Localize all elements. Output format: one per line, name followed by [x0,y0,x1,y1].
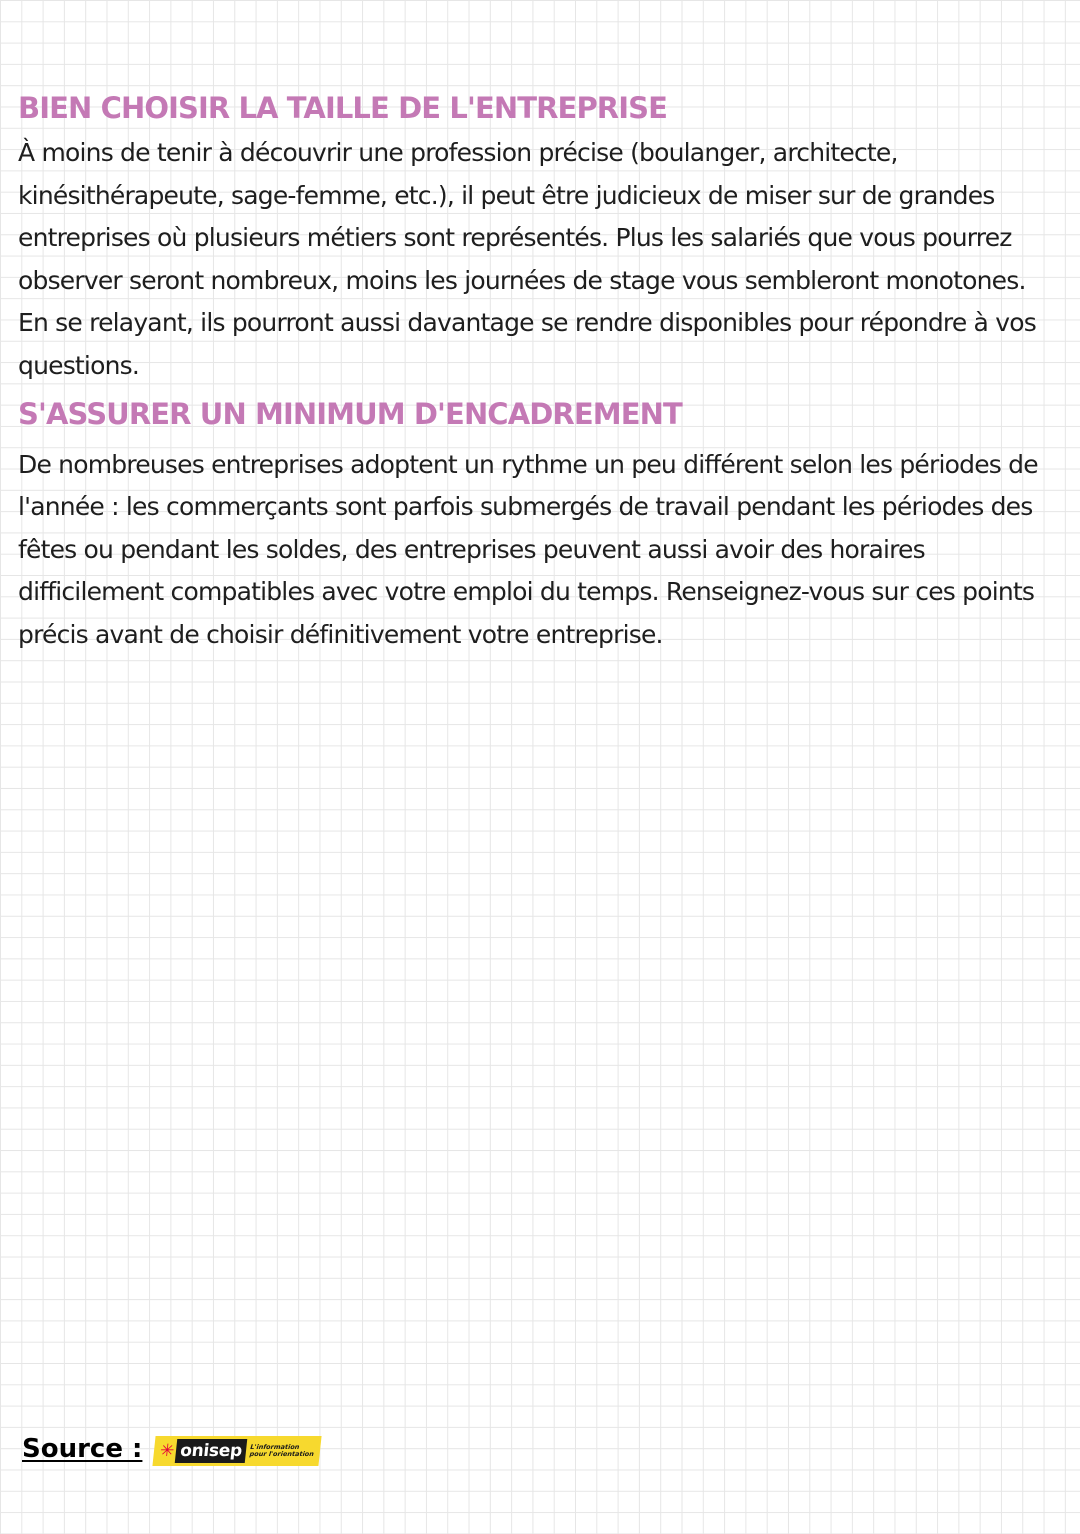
logo-tagline [250,1444,316,1458]
source-label: Source : [22,1434,143,1464]
logo-tagline-line1: L'information [250,1443,301,1451]
article-content [18,86,1058,657]
onisep-logo-box [153,1436,322,1466]
section-heading-company-size: BIEN CHOISIR LA TAILLE DE L'ENTREPRISE [18,91,668,125]
section-heading-supervision: S'ASSURER UN MINIMUM D'ENCADREMENT [18,396,682,431]
section-paragraph-company-size: À moins de tenir à découvrir une profession précise (boulanger, architecte, kinésithérapeute, sage-femme, etc.), il peut être judicieux de miser sur de grandes entreprises où plusieurs métiers sont représentés. Plus les salariés que vous pourrez observer seront nombreux, moins les journées de stage vous sembleront monotones. En se relayant, ils pourront aussi davantage se rendre disponibles pour répondre à vos questions. [18,138,1036,380]
asterisk-icon: ✳ [159,1441,176,1461]
logo-name: onisep [175,1439,247,1463]
source-attribution [22,1432,321,1466]
logo-tagline-line2: pour l'orientation [249,1450,315,1458]
onisep-logo [154,1436,320,1466]
section-paragraph-supervision: De nombreuses entreprises adoptent un rythme un peu différent selon les périodes de l'année : les commerçants sont parfois submergés de travail pendant les périodes des fêtes ou pendant les soldes, des entreprises peuvent aussi avoir des horaires difficilement compatibles avec votre emploi du temps. Renseignez-vous sur ces points précis avant de choisir définitivement votre entreprise. [18,449,1038,649]
